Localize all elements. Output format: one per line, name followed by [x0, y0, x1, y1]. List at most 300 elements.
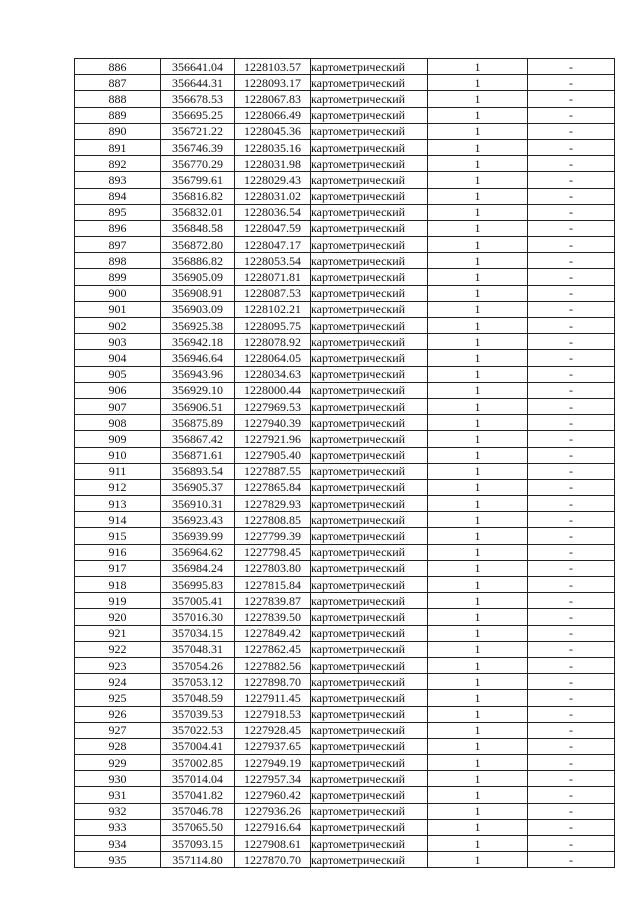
y-coordinate-cell: 1228078.92 — [235, 334, 311, 350]
x-coordinate-cell: 356867.42 — [161, 431, 235, 447]
accuracy-cell: 1 — [428, 577, 528, 593]
y-coordinate-cell: 1227937.65 — [235, 738, 311, 754]
x-coordinate-cell: 356886.82 — [161, 253, 235, 269]
x-coordinate-cell: 357048.31 — [161, 641, 235, 657]
point-number-cell: 931 — [75, 787, 161, 803]
y-coordinate-cell: 1227808.85 — [235, 512, 311, 528]
method-cell: картометрический — [311, 609, 428, 625]
note-cell: - — [528, 123, 615, 139]
note-cell: - — [528, 204, 615, 220]
note-cell: - — [528, 398, 615, 414]
table-row — [75, 755, 615, 771]
y-coordinate-cell: 1227799.39 — [235, 528, 311, 544]
point-number-cell: 905 — [75, 366, 161, 382]
table-row — [75, 560, 615, 576]
point-number-cell: 895 — [75, 204, 161, 220]
table-row — [75, 334, 615, 350]
method-cell: картометрический — [311, 301, 428, 317]
table-row — [75, 674, 615, 690]
y-coordinate-cell: 1227882.56 — [235, 657, 311, 673]
method-cell: картометрический — [311, 641, 428, 657]
note-cell: - — [528, 479, 615, 495]
x-coordinate-cell: 357048.59 — [161, 690, 235, 706]
note-cell: - — [528, 59, 615, 75]
method-cell: картометрический — [311, 156, 428, 172]
x-coordinate-cell: 356943.96 — [161, 366, 235, 382]
y-coordinate-cell: 1227803.80 — [235, 560, 311, 576]
table-row — [75, 285, 615, 301]
table-row — [75, 188, 615, 204]
x-coordinate-cell: 357065.50 — [161, 819, 235, 835]
point-number-cell: 929 — [75, 755, 161, 771]
x-coordinate-cell: 357053.12 — [161, 674, 235, 690]
accuracy-cell: 1 — [428, 657, 528, 673]
note-cell: - — [528, 91, 615, 107]
accuracy-cell: 1 — [428, 674, 528, 690]
point-number-cell: 921 — [75, 625, 161, 641]
table-row — [75, 382, 615, 398]
accuracy-cell: 1 — [428, 318, 528, 334]
table-row — [75, 593, 615, 609]
note-cell: - — [528, 577, 615, 593]
method-cell: картометрический — [311, 350, 428, 366]
accuracy-cell: 1 — [428, 139, 528, 155]
table-row — [75, 123, 615, 139]
y-coordinate-cell: 1228034.63 — [235, 366, 311, 382]
note-cell: - — [528, 220, 615, 236]
x-coordinate-cell: 356929.10 — [161, 382, 235, 398]
x-coordinate-cell: 357005.41 — [161, 593, 235, 609]
point-number-cell: 927 — [75, 722, 161, 738]
method-cell: картометрический — [311, 852, 428, 868]
x-coordinate-cell: 356908.91 — [161, 285, 235, 301]
method-cell: картометрический — [311, 382, 428, 398]
accuracy-cell: 1 — [428, 91, 528, 107]
point-number-cell: 909 — [75, 431, 161, 447]
point-number-cell: 892 — [75, 156, 161, 172]
y-coordinate-cell: 1227918.53 — [235, 706, 311, 722]
method-cell: картометрический — [311, 204, 428, 220]
method-cell: картометрический — [311, 463, 428, 479]
accuracy-cell: 1 — [428, 188, 528, 204]
y-coordinate-cell: 1228047.17 — [235, 237, 311, 253]
point-number-cell: 893 — [75, 172, 161, 188]
method-cell: картометрический — [311, 318, 428, 334]
y-coordinate-cell: 1228095.75 — [235, 318, 311, 334]
table-row — [75, 722, 615, 738]
x-coordinate-cell: 356923.43 — [161, 512, 235, 528]
point-number-cell: 886 — [75, 59, 161, 75]
x-coordinate-cell: 356871.61 — [161, 447, 235, 463]
x-coordinate-cell: 356816.82 — [161, 188, 235, 204]
accuracy-cell: 1 — [428, 285, 528, 301]
note-cell: - — [528, 836, 615, 852]
method-cell: картометрический — [311, 625, 428, 641]
y-coordinate-cell: 1228067.83 — [235, 91, 311, 107]
method-cell: картометрический — [311, 706, 428, 722]
table-row — [75, 609, 615, 625]
accuracy-cell: 1 — [428, 755, 528, 771]
accuracy-cell: 1 — [428, 528, 528, 544]
point-number-cell: 920 — [75, 609, 161, 625]
y-coordinate-cell: 1227865.84 — [235, 479, 311, 495]
point-number-cell: 900 — [75, 285, 161, 301]
x-coordinate-cell: 357004.41 — [161, 738, 235, 754]
x-coordinate-cell: 357022.53 — [161, 722, 235, 738]
method-cell: картометрический — [311, 528, 428, 544]
y-coordinate-cell: 1228102.21 — [235, 301, 311, 317]
coordinates-table — [74, 58, 615, 868]
point-number-cell: 901 — [75, 301, 161, 317]
note-cell: - — [528, 528, 615, 544]
y-coordinate-cell: 1227908.61 — [235, 836, 311, 852]
accuracy-cell: 1 — [428, 738, 528, 754]
x-coordinate-cell: 356875.89 — [161, 415, 235, 431]
method-cell: картометрический — [311, 479, 428, 495]
note-cell: - — [528, 852, 615, 868]
accuracy-cell: 1 — [428, 625, 528, 641]
accuracy-cell: 1 — [428, 593, 528, 609]
y-coordinate-cell: 1227815.84 — [235, 577, 311, 593]
method-cell: картометрический — [311, 75, 428, 91]
y-coordinate-cell: 1228031.98 — [235, 156, 311, 172]
accuracy-cell: 1 — [428, 560, 528, 576]
table-row — [75, 301, 615, 317]
point-number-cell: 930 — [75, 771, 161, 787]
x-coordinate-cell: 356641.04 — [161, 59, 235, 75]
note-cell: - — [528, 139, 615, 155]
y-coordinate-cell: 1227839.50 — [235, 609, 311, 625]
note-cell: - — [528, 706, 615, 722]
point-number-cell: 906 — [75, 382, 161, 398]
accuracy-cell: 1 — [428, 852, 528, 868]
y-coordinate-cell: 1228047.59 — [235, 220, 311, 236]
y-coordinate-cell: 1228031.02 — [235, 188, 311, 204]
method-cell: картометрический — [311, 398, 428, 414]
table-row — [75, 463, 615, 479]
y-coordinate-cell: 1228036.54 — [235, 204, 311, 220]
point-number-cell: 911 — [75, 463, 161, 479]
point-number-cell: 894 — [75, 188, 161, 204]
point-number-cell: 925 — [75, 690, 161, 706]
accuracy-cell: 1 — [428, 253, 528, 269]
x-coordinate-cell: 356903.09 — [161, 301, 235, 317]
table-row — [75, 787, 615, 803]
x-coordinate-cell: 356770.29 — [161, 156, 235, 172]
accuracy-cell: 1 — [428, 334, 528, 350]
point-number-cell: 935 — [75, 852, 161, 868]
x-coordinate-cell: 356746.39 — [161, 139, 235, 155]
table-row — [75, 706, 615, 722]
method-cell: картометрический — [311, 139, 428, 155]
method-cell: картометрический — [311, 220, 428, 236]
table-row — [75, 819, 615, 835]
accuracy-cell: 1 — [428, 172, 528, 188]
accuracy-cell: 1 — [428, 463, 528, 479]
table-row — [75, 544, 615, 560]
table-row — [75, 836, 615, 852]
method-cell: картометрический — [311, 577, 428, 593]
note-cell: - — [528, 609, 615, 625]
y-coordinate-cell: 1228093.17 — [235, 75, 311, 91]
x-coordinate-cell: 357041.82 — [161, 787, 235, 803]
note-cell: - — [528, 156, 615, 172]
y-coordinate-cell: 1227839.87 — [235, 593, 311, 609]
method-cell: картометрический — [311, 771, 428, 787]
x-coordinate-cell: 356925.38 — [161, 318, 235, 334]
table-row — [75, 496, 615, 512]
accuracy-cell: 1 — [428, 301, 528, 317]
method-cell: картометрический — [311, 738, 428, 754]
table-row — [75, 220, 615, 236]
y-coordinate-cell: 1228103.57 — [235, 59, 311, 75]
method-cell: картометрический — [311, 544, 428, 560]
table-row — [75, 204, 615, 220]
point-number-cell: 919 — [75, 593, 161, 609]
method-cell: картометрический — [311, 334, 428, 350]
y-coordinate-cell: 1227960.42 — [235, 787, 311, 803]
x-coordinate-cell: 356964.62 — [161, 544, 235, 560]
point-number-cell: 898 — [75, 253, 161, 269]
method-cell: картометрический — [311, 285, 428, 301]
y-coordinate-cell: 1228053.54 — [235, 253, 311, 269]
point-number-cell: 890 — [75, 123, 161, 139]
point-number-cell: 926 — [75, 706, 161, 722]
table-row — [75, 577, 615, 593]
point-number-cell: 908 — [75, 415, 161, 431]
note-cell: - — [528, 415, 615, 431]
x-coordinate-cell: 356799.61 — [161, 172, 235, 188]
accuracy-cell: 1 — [428, 123, 528, 139]
accuracy-cell: 1 — [428, 237, 528, 253]
table-row — [75, 447, 615, 463]
accuracy-cell: 1 — [428, 447, 528, 463]
method-cell: картометрический — [311, 269, 428, 285]
y-coordinate-cell: 1227928.45 — [235, 722, 311, 738]
note-cell: - — [528, 382, 615, 398]
coordinates-table-body — [75, 59, 615, 868]
y-coordinate-cell: 1228029.43 — [235, 172, 311, 188]
table-row — [75, 398, 615, 414]
note-cell: - — [528, 285, 615, 301]
note-cell: - — [528, 237, 615, 253]
note-cell: - — [528, 366, 615, 382]
accuracy-cell: 1 — [428, 803, 528, 819]
accuracy-cell: 1 — [428, 641, 528, 657]
y-coordinate-cell: 1228064.05 — [235, 350, 311, 366]
table-row — [75, 852, 615, 868]
point-number-cell: 891 — [75, 139, 161, 155]
table-row — [75, 415, 615, 431]
x-coordinate-cell: 357016.30 — [161, 609, 235, 625]
note-cell: - — [528, 107, 615, 123]
y-coordinate-cell: 1227916.64 — [235, 819, 311, 835]
note-cell: - — [528, 657, 615, 673]
table-row — [75, 75, 615, 91]
y-coordinate-cell: 1227936.26 — [235, 803, 311, 819]
point-number-cell: 917 — [75, 560, 161, 576]
note-cell: - — [528, 512, 615, 528]
x-coordinate-cell: 357046.78 — [161, 803, 235, 819]
method-cell: картометрический — [311, 107, 428, 123]
point-number-cell: 888 — [75, 91, 161, 107]
point-number-cell: 896 — [75, 220, 161, 236]
y-coordinate-cell: 1227862.45 — [235, 641, 311, 657]
method-cell: картометрический — [311, 188, 428, 204]
point-number-cell: 918 — [75, 577, 161, 593]
accuracy-cell: 1 — [428, 787, 528, 803]
x-coordinate-cell: 356644.31 — [161, 75, 235, 91]
method-cell: картометрический — [311, 657, 428, 673]
accuracy-cell: 1 — [428, 156, 528, 172]
table-row — [75, 431, 615, 447]
note-cell: - — [528, 172, 615, 188]
accuracy-cell: 1 — [428, 59, 528, 75]
y-coordinate-cell: 1228000.44 — [235, 382, 311, 398]
point-number-cell: 916 — [75, 544, 161, 560]
note-cell: - — [528, 188, 615, 204]
note-cell: - — [528, 755, 615, 771]
x-coordinate-cell: 356848.58 — [161, 220, 235, 236]
method-cell: картометрический — [311, 172, 428, 188]
point-number-cell: 922 — [75, 641, 161, 657]
table-row — [75, 350, 615, 366]
method-cell: картометрический — [311, 123, 428, 139]
note-cell: - — [528, 722, 615, 738]
note-cell: - — [528, 269, 615, 285]
table-row — [75, 512, 615, 528]
method-cell: картометрический — [311, 722, 428, 738]
accuracy-cell: 1 — [428, 496, 528, 512]
method-cell: картометрический — [311, 690, 428, 706]
table-row — [75, 139, 615, 155]
method-cell: картометрический — [311, 237, 428, 253]
point-number-cell: 903 — [75, 334, 161, 350]
note-cell: - — [528, 771, 615, 787]
method-cell: картометрический — [311, 91, 428, 107]
table-row — [75, 269, 615, 285]
y-coordinate-cell: 1228035.16 — [235, 139, 311, 155]
method-cell: картометрический — [311, 836, 428, 852]
x-coordinate-cell: 356905.37 — [161, 479, 235, 495]
table-row — [75, 738, 615, 754]
note-cell: - — [528, 819, 615, 835]
x-coordinate-cell: 356910.31 — [161, 496, 235, 512]
method-cell: картометрический — [311, 253, 428, 269]
note-cell: - — [528, 803, 615, 819]
table-row — [75, 771, 615, 787]
accuracy-cell: 1 — [428, 836, 528, 852]
method-cell: картометрический — [311, 593, 428, 609]
note-cell: - — [528, 334, 615, 350]
accuracy-cell: 1 — [428, 75, 528, 91]
x-coordinate-cell: 357002.85 — [161, 755, 235, 771]
accuracy-cell: 1 — [428, 398, 528, 414]
table-row — [75, 107, 615, 123]
table-row — [75, 528, 615, 544]
x-coordinate-cell: 356946.64 — [161, 350, 235, 366]
y-coordinate-cell: 1227849.42 — [235, 625, 311, 641]
accuracy-cell: 1 — [428, 431, 528, 447]
x-coordinate-cell: 356721.22 — [161, 123, 235, 139]
x-coordinate-cell: 356678.53 — [161, 91, 235, 107]
y-coordinate-cell: 1228045.36 — [235, 123, 311, 139]
accuracy-cell: 1 — [428, 366, 528, 382]
point-number-cell: 899 — [75, 269, 161, 285]
note-cell: - — [528, 318, 615, 334]
table-row — [75, 366, 615, 382]
accuracy-cell: 1 — [428, 609, 528, 625]
y-coordinate-cell: 1228071.81 — [235, 269, 311, 285]
point-number-cell: 932 — [75, 803, 161, 819]
method-cell: картометрический — [311, 819, 428, 835]
point-number-cell: 904 — [75, 350, 161, 366]
note-cell: - — [528, 690, 615, 706]
point-number-cell: 897 — [75, 237, 161, 253]
x-coordinate-cell: 357014.04 — [161, 771, 235, 787]
accuracy-cell: 1 — [428, 204, 528, 220]
note-cell: - — [528, 641, 615, 657]
method-cell: картометрический — [311, 431, 428, 447]
method-cell: картометрический — [311, 59, 428, 75]
note-cell: - — [528, 593, 615, 609]
table-row — [75, 641, 615, 657]
y-coordinate-cell: 1227870.70 — [235, 852, 311, 868]
table-row — [75, 91, 615, 107]
x-coordinate-cell: 356942.18 — [161, 334, 235, 350]
note-cell: - — [528, 787, 615, 803]
y-coordinate-cell: 1228066.49 — [235, 107, 311, 123]
note-cell: - — [528, 463, 615, 479]
accuracy-cell: 1 — [428, 690, 528, 706]
x-coordinate-cell: 357039.53 — [161, 706, 235, 722]
point-number-cell: 912 — [75, 479, 161, 495]
x-coordinate-cell: 356832.01 — [161, 204, 235, 220]
x-coordinate-cell: 356939.99 — [161, 528, 235, 544]
y-coordinate-cell: 1227949.19 — [235, 755, 311, 771]
note-cell: - — [528, 560, 615, 576]
method-cell: картометрический — [311, 674, 428, 690]
y-coordinate-cell: 1227921.96 — [235, 431, 311, 447]
table-row — [75, 253, 615, 269]
y-coordinate-cell: 1227798.45 — [235, 544, 311, 560]
table-row — [75, 657, 615, 673]
table-row — [75, 59, 615, 75]
note-cell: - — [528, 301, 615, 317]
y-coordinate-cell: 1227829.93 — [235, 496, 311, 512]
accuracy-cell: 1 — [428, 479, 528, 495]
x-coordinate-cell: 356984.24 — [161, 560, 235, 576]
accuracy-cell: 1 — [428, 415, 528, 431]
point-number-cell: 902 — [75, 318, 161, 334]
method-cell: картометрический — [311, 366, 428, 382]
point-number-cell: 915 — [75, 528, 161, 544]
x-coordinate-cell: 357054.26 — [161, 657, 235, 673]
note-cell: - — [528, 350, 615, 366]
table-row — [75, 479, 615, 495]
accuracy-cell: 1 — [428, 512, 528, 528]
table-row — [75, 690, 615, 706]
point-number-cell: 923 — [75, 657, 161, 673]
note-cell: - — [528, 496, 615, 512]
point-number-cell: 928 — [75, 738, 161, 754]
table-row — [75, 156, 615, 172]
y-coordinate-cell: 1227905.40 — [235, 447, 311, 463]
point-number-cell: 933 — [75, 819, 161, 835]
x-coordinate-cell: 356905.09 — [161, 269, 235, 285]
method-cell: картометрический — [311, 415, 428, 431]
x-coordinate-cell: 356995.83 — [161, 577, 235, 593]
